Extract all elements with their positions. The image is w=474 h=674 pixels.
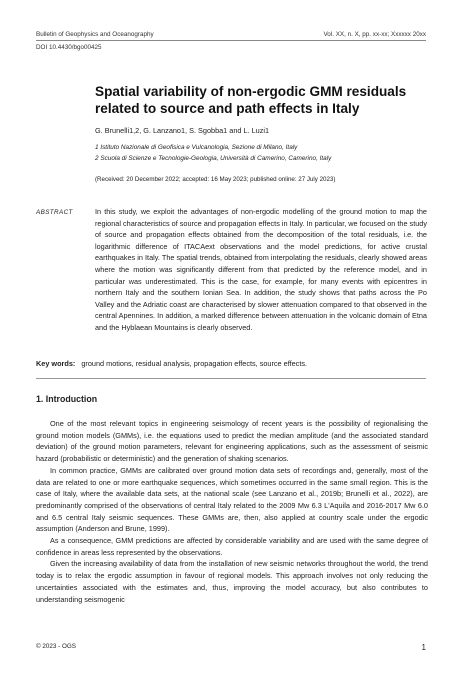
received-dates: (Received: 20 December 2022; accepted: 16 May 2023; published online: 27 July 2023) xyxy=(95,176,336,183)
affiliations xyxy=(95,142,331,164)
paragraph: In common practice, GMMs are calibrated over ground motion data sets of recordings and, generally, most of the data are related to one or more earthquake sequences, which sometimes occurred in the same small region. This is the case of Italy, where the available data sets, at the national scale (see Lanzano et al., 2019b; Brunelli et al., 2022), are predominantly comprised of the observations of central Italy related to the 2009 Mw 6.3 L'Aquila and 2016-2017 Mw 6.0 and 6.5 central Italy seismic sequences. These GMMs are, then, also applied at country scale under the ergodic assumption (Anderson and Brune, 1999). xyxy=(36,465,428,534)
journal-name: Bulletin of Geophysics and Oceanography xyxy=(36,31,154,38)
abstract-text: In this study, we exploit the advantages of non-ergodic modelling of the ground motion to map the regional characteristics of source and propagation effects in Italy. In particular, we focused on the study of source and propagation effects obtained from the decomposition of the total residuals, i.e. the logarithmic difference of ITACAext observations and the model predictions, for active crustal earthquakes in Italy. The spatial trends, obtained from interpolating the residuals, clearly showed areas where the motion was significantly different from that predicted by the reference model, and in particular was underestimated. This is the case, for example, for many events with epicentres in northern Italy and the southern Ionian Sea. In addition, the study shows that paths across the Po Valley and the Adriatic coast are characterised by slower attenuation compared to that observed in the central Apennines. In addition, a marked difference between attenuation in the volcanic domain of Etna and the Hyblaean Mountains is clearly observed. xyxy=(95,207,427,332)
keywords-text: ground motions, residual analysis, propagation effects, source effects. xyxy=(81,359,308,368)
section-divider xyxy=(36,378,426,379)
affiliation-1: 1 Istituto Nazionale di Geofisica e Vulcanologia, Sezione di Milano, Italy xyxy=(95,144,298,151)
page-number: 1 xyxy=(421,643,426,652)
keywords xyxy=(36,359,428,368)
header-rule xyxy=(36,40,426,41)
paragraph: One of the most relevant topics in engineering seismology of recent years is the possibility of regionalising the ground motion models (GMMs), i.e. the equations used to predict the median amplitude (and the associated standard deviation) of the ground motion parameters, relevant for engineering applications, such as the assessment of seismic hazard (probabilistic or deterministic) and the generation of shaking scenarios. xyxy=(36,419,428,464)
doi: DOI 10.4430/bgo00425 xyxy=(36,44,102,51)
volume-info: Vol. XX, n. X, pp. xx-xx; Xxxxxx 20xx xyxy=(323,31,426,38)
introduction-body xyxy=(36,418,428,605)
section-title: 1. Introduction xyxy=(36,394,98,404)
abstract-label: ABSTRACT xyxy=(36,209,73,216)
copyright: © 2023 - OGS xyxy=(36,643,76,650)
paragraph: As a consequence, GMM predictions are affected by considerable variability and are used with the same degree of confidence in areas less represented by the observations. xyxy=(36,536,428,557)
paper-title: Spatial variability of non-ergodic GMM residuals related to source and path effects in Italy xyxy=(95,84,407,116)
page-footer xyxy=(36,643,426,652)
paragraph: Given the increasing availability of data from the installation of new seismic networks throughout the world, the trend today is to relax the ergodic assumption in favour of regional models. This approach involves not only reducing the uncertainties associated with the estimates and, thus, improving the model accuracy, but also contributes to understanding seismogenic xyxy=(36,559,428,604)
running-header xyxy=(36,31,426,51)
keywords-label: Key words: xyxy=(36,359,76,368)
affiliation-2: 2 Scuola di Scienze e Tecnologie-Geologia, Università di Camerino, Camerino, Italy xyxy=(95,155,332,162)
authors: G. Brunelli1,2, G. Lanzano1, S. Sgobba1 and L. Luzi1 xyxy=(95,126,270,135)
